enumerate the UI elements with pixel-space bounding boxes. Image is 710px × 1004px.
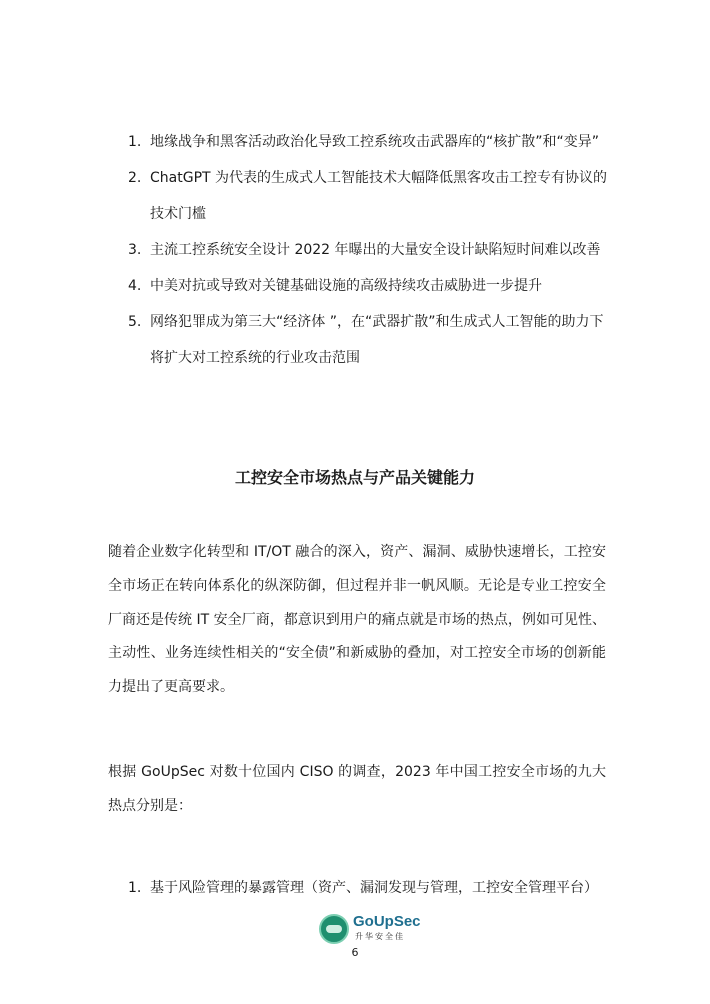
threat-list <box>128 124 608 376</box>
list-number: 1. <box>128 880 142 896</box>
list-number: 3. <box>128 242 142 258</box>
list-number: 1. <box>128 134 142 150</box>
page-number: 6 <box>351 946 359 959</box>
list-text: 基于风险管理的暴露管理（资产、漏洞发现与管理，工控安全管理平台） <box>150 880 598 896</box>
list-number: 5. <box>128 314 142 330</box>
list-text: 中美对抗或导致对关键基础设施的高级持续攻击威胁进一步提升 <box>150 278 542 294</box>
list-number: 4. <box>128 278 142 294</box>
list-text: 网络犯罪成为第三大“经济体 ”，在“武器扩散”和生成式人工智能的助力下将扩大对工控系统的行业攻击范围 <box>150 314 604 366</box>
goupsec-logo <box>319 912 421 948</box>
list-text: 地缘战争和黑客活动政治化导致工控系统攻击武器库的“核扩散”和“变异” <box>150 134 600 150</box>
paragraph-market-trend: 随着企业数字化转型和 IT/OT 融合的深入，资产、漏洞、威胁快速增长，工控安全市场正在转向体系化的纵深防御，但过程并非一帆风顺。无论是专业工控安全厂商还是传统 IT 安全厂商，都意识到用户的痛点就是市场的热点，例如可见性、主动性、业务连续性相关的“安全债”和新威胁的叠加，对工控安全市场的创新能力提出了更高要求。 <box>108 544 606 696</box>
logo-text: GoUpSec <box>353 913 421 930</box>
section-heading: 工控安全市场热点与产品关键能力 <box>234 468 475 487</box>
list-item <box>128 304 608 376</box>
list-item <box>128 268 608 304</box>
list-text: ChatGPT 为代表的生成式人工智能技术大幅降低黑客攻击工控专有协议的技术门槛 <box>150 170 608 222</box>
list-item <box>128 232 608 268</box>
list-item <box>128 870 608 906</box>
paragraph-survey-intro: 根据 GoUpSec 对数十位国内 CISO 的调查，2023 年中国工控安全市场的九大热点分别是： <box>108 764 606 814</box>
logo-emblem-icon <box>319 914 349 944</box>
list-item <box>128 124 608 160</box>
list-item <box>128 160 608 232</box>
hotspot-list <box>128 870 608 906</box>
list-number: 2. <box>128 170 142 186</box>
list-text: 主流工控系统安全设计 2022 年曝出的大量安全设计缺陷短时间难以改善 <box>150 242 601 258</box>
logo-subtitle: 升华安全佳 <box>355 932 405 941</box>
